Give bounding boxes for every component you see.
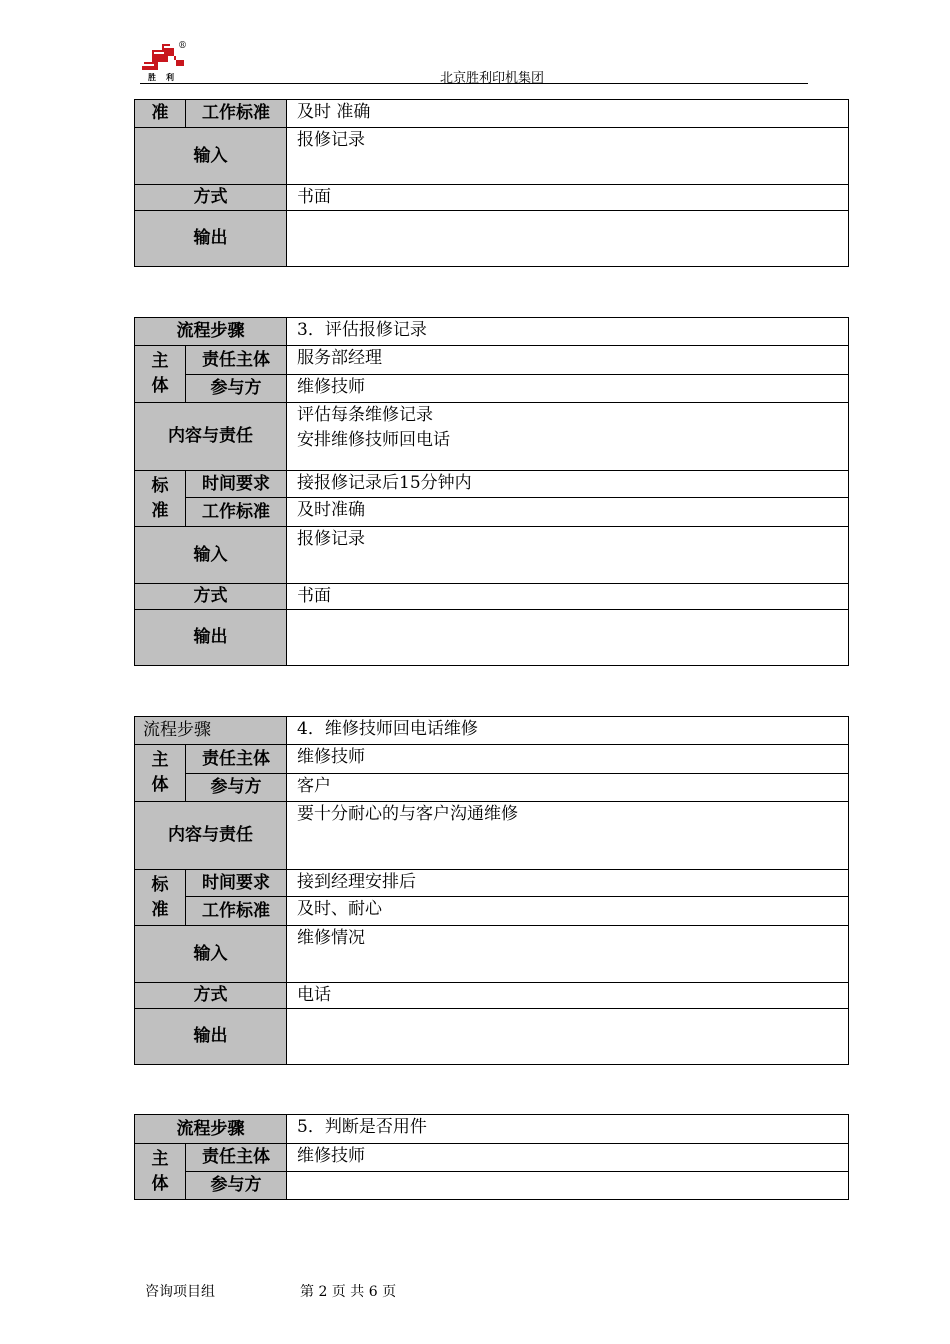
input-label: 输入: [135, 128, 287, 185]
flow-table-step-3: [134, 317, 849, 666]
method-label: 方式: [135, 584, 287, 610]
step-value: 4．维修技师回电话维修: [287, 717, 849, 745]
input-value: 报修记录: [287, 527, 849, 584]
subject-label: 主体: [135, 346, 186, 403]
content-line: 要十分耐心的与客户沟通维修: [297, 804, 518, 824]
output-value: [287, 1009, 849, 1065]
logo-text: 胜利: [148, 73, 184, 82]
participant-label: 参与方: [186, 1172, 287, 1200]
flow-table-step-5: [134, 1114, 849, 1200]
method-label: 方式: [135, 185, 287, 211]
participant-value: 客户: [287, 774, 849, 802]
participant-label: 参与方: [186, 375, 287, 403]
company-name: 北京胜利印机集团: [440, 71, 545, 86]
time-requirement-value: 接报修记录后15分钟内: [287, 471, 849, 498]
output-label: 输出: [135, 1009, 287, 1065]
input-label: 输入: [135, 527, 287, 584]
content-value: [287, 403, 849, 471]
subject-label: 主体: [135, 1144, 186, 1200]
work-standard-value: 及时准确: [287, 498, 849, 527]
step-value: 5．判断是否用件: [287, 1115, 849, 1144]
content-line: 安排维修技师回电话: [297, 430, 450, 450]
subject-label: 主体: [135, 745, 186, 802]
owner-value: 维修技师: [287, 745, 849, 774]
input-value: 报修记录: [287, 128, 849, 185]
owner-label: 责任主体: [186, 745, 287, 774]
registered-mark: ®: [178, 41, 187, 51]
input-value: 维修情况: [287, 926, 849, 983]
standard-label: 标准: [135, 870, 186, 926]
time-requirement-value: 接到经理安排后: [287, 870, 849, 897]
owner-label: 责任主体: [186, 346, 287, 375]
work-standard-label: 工作标准: [186, 100, 287, 128]
participant-value: 维修技师: [287, 375, 849, 403]
owner-value: 维修技师: [287, 1144, 849, 1172]
method-value: 书面: [287, 185, 849, 211]
page-header: [140, 42, 808, 86]
flow-table-step-4: [134, 716, 849, 1065]
owner-label: 责任主体: [186, 1144, 287, 1172]
participant-value: [287, 1172, 849, 1200]
step-label: 流程步骤: [135, 717, 287, 745]
output-value: [287, 610, 849, 666]
footer-group: 咨询项目组: [145, 1284, 215, 1300]
input-label: 输入: [135, 926, 287, 983]
work-standard-value: 及时 准确: [287, 100, 849, 128]
content-line: 评估每条维修记录: [297, 405, 433, 425]
content-label: 内容与责任: [135, 403, 287, 471]
content-label: 内容与责任: [135, 802, 287, 870]
participant-label: 参与方: [186, 774, 287, 802]
output-value: [287, 211, 849, 267]
output-label: 输出: [135, 211, 287, 267]
standard-label: 标准: [135, 471, 186, 527]
work-standard-label: 工作标准: [186, 897, 287, 926]
content-value: [287, 802, 849, 870]
step-label: 流程步骤: [135, 1115, 287, 1144]
owner-value: 服务部经理: [287, 346, 849, 375]
method-value: 书面: [287, 584, 849, 610]
method-value: 电话: [287, 983, 849, 1009]
step-label: 流程步骤: [135, 318, 287, 346]
method-label: 方式: [135, 983, 287, 1009]
time-requirement-label: 时间要求: [186, 471, 287, 498]
output-label: 输出: [135, 610, 287, 666]
standard-label-tail: 准: [135, 100, 186, 128]
work-standard-value: 及时、耐心: [287, 897, 849, 926]
work-standard-label: 工作标准: [186, 498, 287, 527]
footer-page-number: 第 2 页 共 6 页: [300, 1284, 397, 1300]
step-value: 3．评估报修记录: [287, 318, 849, 346]
flow-table-continued: [134, 99, 849, 267]
header-divider: [140, 83, 808, 84]
time-requirement-label: 时间要求: [186, 870, 287, 897]
